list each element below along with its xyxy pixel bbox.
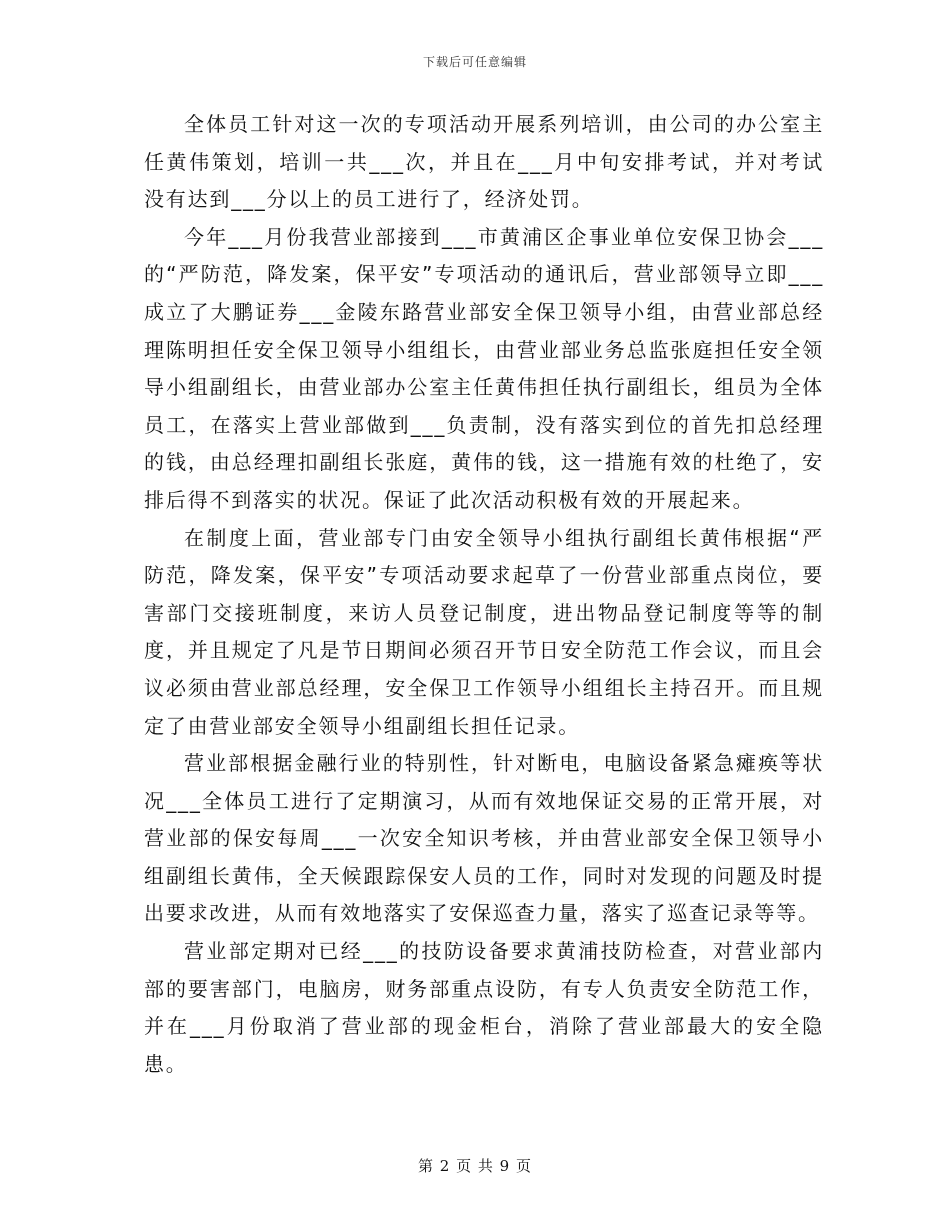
- paragraph-training: 全体员工针对这一次的专项活动开展系列培训，由公司的办公室主任黄伟策划，培训一共___次，并且在___月中旬安排考试，并对考试没有达到___分以上的员工进行了，经济处罚。: [144, 112, 824, 212]
- page-header: 下载后可任意编辑: [422, 55, 527, 69]
- paragraph-leadership-group: 今年___月份我营业部接到___市黄浦区企事业单位安保卫协会___的“严防范，降发案，保平安”专项活动的通讯后，营业部领导立即___成立了大鹏证券___金陵东路营业部安全保卫领导小组，由营业部总经理陈明担任安全保卫领导小组组长，由营业部业务总监张庭担任安全领导小组副组长，由营业部办公室主任黄伟担任执行副组长，组员为全体员工，在落实上营业部做到___负责制，没有落实到位的首先扣总经理的钱，由总经理扣副组长张庭，黄伟的钱，这一措施有效的杜绝了，安排后得不到落实的状况。保证了此次活动积极有效的开展起来。: [144, 224, 824, 512]
- document-body: [144, 106, 824, 1083]
- page-number: 第 2 页 共 9 页: [418, 1157, 532, 1175]
- paragraph-tech-defense: 营业部定期对已经___的技防设备要求黄浦技防检查，对营业部内部的要害部门，电脑房，财务部重点设防，有专人负责安全防范工作，并在___月份取消了营业部的现金柜台，消除了营业部最大的安全隐患。: [144, 939, 824, 1076]
- paragraph-drills: 营业部根据金融行业的特别性，针对断电，电脑设备紧急瘫痪等状况___全体员工进行了定期演习，从而有效地保证交易的正常开展，对营业部的保安每周___一次安全知识考核，并由营业部安全保卫领导小组副组长黄伟，全天候跟踪保安人员的工作，同时对发现的问题及时提出要求改进，从而有效地落实了安保巡查力量，落实了巡查记录等等。: [144, 751, 824, 926]
- paragraph-regulations: 在制度上面，营业部专门由安全领导小组执行副组长黄伟根据“严防范，降发案，保平安”专项活动要求起草了一份营业部重点岗位，要害部门交接班制度，来访人员登记制度，进出物品登记制度等等的制度，并且规定了凡是节日期间必须召开节日安全防范工作会议，而且会议必须由营业部总经理，安全保卫工作领导小组组长主持召开。而且规定了由营业部安全领导小组副组长担任记录。: [144, 525, 824, 738]
